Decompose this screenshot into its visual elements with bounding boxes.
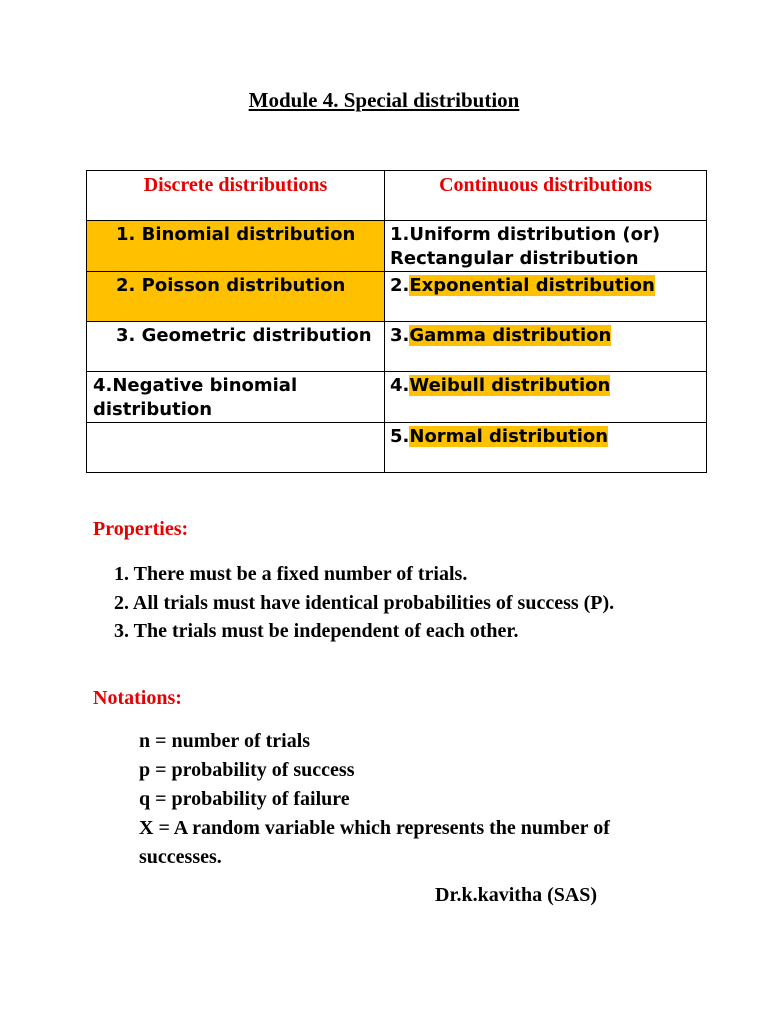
continuous-cell [385, 423, 707, 473]
table-row [87, 221, 707, 272]
discrete-cell [87, 423, 385, 473]
highlighted-distribution: Gamma distribution [409, 325, 612, 346]
list-item: p = probability of success [139, 759, 355, 781]
author-signature: Dr.k.kavitha (SAS) [435, 884, 598, 906]
highlighted-distribution: Normal distribution [409, 426, 609, 447]
notations-heading: Notations: [93, 687, 182, 709]
list-item: 2. All trials must have identical probabilities of success (P). [114, 591, 615, 614]
highlighted-distribution: Exponential distribution [409, 275, 655, 296]
table-row [87, 372, 707, 423]
table-header-row [87, 171, 707, 221]
item-number: 3. [390, 325, 410, 346]
item-number: 4. [390, 375, 410, 396]
notations-list [139, 727, 679, 872]
properties-list [114, 560, 674, 646]
list-item: 1. There must be a fixed number of trials. [114, 563, 468, 585]
list-item: n = number of trials [139, 730, 311, 752]
item-number: 5. [390, 426, 410, 447]
discrete-cell: 2. Poisson distribution [87, 272, 385, 322]
table-row [87, 272, 707, 322]
list-item: q = probability of failure [139, 788, 350, 810]
table-row [87, 423, 707, 473]
distributions-table [86, 170, 707, 473]
list-item: X = A random variable which represents the number of successes. [139, 817, 610, 868]
page-title: Module 4. Special distribution [248, 88, 520, 112]
discrete-header: Discrete distributions [87, 171, 385, 221]
continuous-header: Continuous distributions [385, 171, 707, 221]
discrete-cell: 3. Geometric distribution [87, 322, 385, 372]
continuous-cell: 1.Uniform distribution (or) Rectangular distribution [385, 221, 707, 272]
discrete-cell: 1. Binomial distribution [87, 221, 385, 272]
continuous-cell [385, 322, 707, 372]
table-row [87, 322, 707, 372]
item-number: 2. [390, 275, 410, 296]
properties-heading: Properties: [93, 518, 189, 540]
continuous-cell [385, 372, 707, 423]
discrete-cell: 4.Negative binomial distribution [87, 372, 385, 423]
list-item: 3. The trials must be independent of each other. [114, 620, 519, 642]
highlighted-distribution: Weibull distribution [409, 375, 611, 396]
continuous-cell [385, 272, 707, 322]
